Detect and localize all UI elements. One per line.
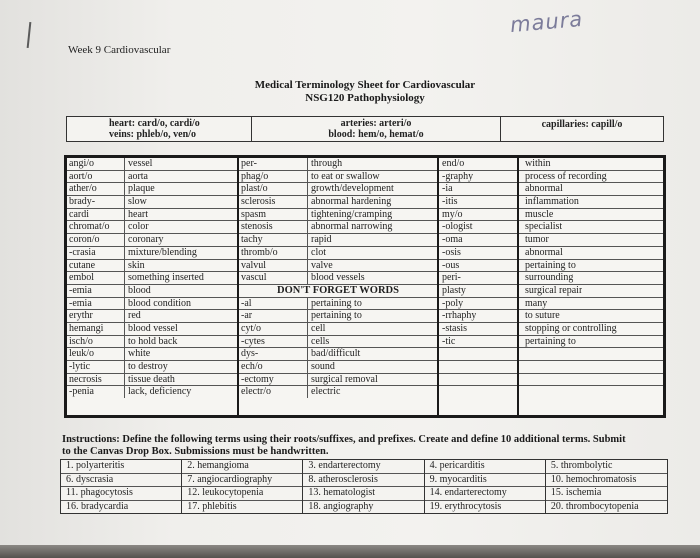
root-row (67, 209, 237, 222)
suffix-meaning: abnormal (525, 183, 563, 195)
assignment-term: 13. hematologist (303, 487, 423, 501)
root-row (67, 336, 237, 349)
suffix-row (439, 209, 517, 222)
prefix-term: vascul (239, 272, 308, 284)
document-title (220, 79, 510, 105)
suffix-definition-row (519, 272, 663, 285)
assignment-term: 14. endarterectomy (425, 487, 545, 501)
suffix-row (439, 260, 517, 273)
root-meaning: red (128, 310, 141, 322)
root-meaning: to hold back (128, 335, 178, 347)
suffix-term: -oma (442, 234, 463, 246)
root-meaning: heart (128, 208, 148, 220)
suffix-row (439, 183, 517, 196)
suffix-row (439, 310, 517, 323)
suffix-term: -poly (442, 297, 464, 309)
table-surface (0, 545, 700, 558)
assignment-term: 11. phagocytosis (61, 487, 181, 501)
root-term: leuk/o (67, 348, 125, 360)
suffix-meaning (519, 361, 525, 373)
header-capillaries (501, 117, 663, 141)
header-capillaries-text: capillaries: capill/o (541, 119, 623, 130)
suffix-meaning: to suture (525, 310, 560, 322)
prefix-term: dys- (239, 348, 308, 360)
prefix-term: phag/o (239, 171, 308, 183)
root-term: -crasia (67, 247, 125, 259)
root-term: -lytic (67, 361, 125, 373)
prefix-meaning: rapid (311, 234, 332, 246)
root-term: erythr (67, 310, 125, 322)
prefix-term: -cytes (239, 336, 308, 348)
root-meaning: blood condition (128, 297, 192, 309)
suffix-definition-row (519, 183, 663, 196)
suffix-meaning: pertaining to (525, 259, 576, 271)
suffix-meaning (519, 386, 525, 398)
root-meaning: mixture/blending (128, 246, 197, 258)
suffix-definition-row (519, 323, 663, 336)
prefix-row (239, 247, 437, 260)
prefix-meaning: abnormal hardening (311, 196, 392, 208)
prefix-term: ech/o (239, 361, 308, 373)
suffix-meaning: process of recording (525, 170, 607, 182)
suffixes-column (439, 158, 519, 415)
prefix-meaning: abnormal narrowing (311, 221, 393, 233)
assignment-term: 18. angiography (308, 500, 374, 512)
root-term: -emia (67, 285, 125, 297)
root-term: hemangi (67, 323, 125, 335)
handwritten-name: maura (509, 6, 585, 38)
suffix-meaning: tumor (525, 234, 549, 246)
root-term: -emia (67, 298, 125, 310)
header-arteries: arteries: arteri/o (340, 118, 412, 129)
prefix-term: sclerosis (239, 196, 308, 208)
root-row (67, 221, 237, 234)
suffix-definition-row (519, 310, 663, 323)
root-row (67, 196, 237, 209)
prefix-row (239, 386, 437, 398)
terms-column (546, 460, 667, 513)
root-meaning: coronary (128, 234, 164, 246)
prefix-meaning: cells (311, 335, 330, 347)
suffix-term: end/o (442, 158, 465, 169)
terms-column (61, 460, 182, 513)
root-row (67, 386, 237, 398)
prefix-term: spasm (239, 209, 308, 221)
prefix-row (239, 158, 437, 171)
root-term: isch/o (67, 336, 125, 348)
root-row (67, 158, 237, 171)
root-row (67, 310, 237, 323)
root-meaning: blood (128, 284, 151, 296)
root-term: brady- (67, 196, 125, 208)
suffix-row (439, 374, 517, 387)
assignment-term: 15. ischemia (546, 487, 667, 501)
suffix-row (439, 285, 517, 298)
root-term: ather/o (67, 183, 125, 195)
suffix-row (439, 196, 517, 209)
root-term: aort/o (67, 171, 125, 183)
assignment-term: 3. endarterectomy (303, 460, 423, 474)
prefix-meaning: to eat or swallow (311, 170, 380, 182)
suffix-term (439, 348, 442, 360)
root-row (67, 260, 237, 273)
assignment-term: 1. polyarteritis (61, 460, 181, 474)
prefix-row (239, 234, 437, 247)
suffix-term: my/o (442, 208, 463, 220)
suffix-meaning: surgical repair (525, 284, 583, 296)
prefix-term: -ar (239, 310, 308, 322)
dont-forget-row (239, 285, 437, 298)
root-meaning: blood vessel (128, 322, 178, 334)
suffix-meaning: within (525, 158, 551, 169)
prefix-meaning: sound (311, 361, 335, 372)
assignment-term: 16. bradycardia (66, 500, 129, 512)
suffix-term (439, 361, 442, 373)
assignment-term: 19. erythrocytosis (429, 500, 502, 512)
prefix-term: cyt/o (239, 323, 308, 335)
suffix-meaning: specialist (525, 221, 563, 233)
terms-column (182, 460, 303, 513)
week-title: Week 9 Cardiovascular (68, 44, 171, 56)
root-row (67, 348, 237, 361)
root-row (67, 323, 237, 336)
suffix-definition-row (519, 285, 663, 298)
root-term: coron/o (67, 234, 125, 246)
suffix-row (439, 336, 517, 349)
root-meaning: white (128, 348, 151, 360)
prefix-meaning: valve (311, 259, 333, 271)
prefix-row (239, 310, 437, 323)
suffix-row (439, 272, 517, 285)
suffix-term: -tic (442, 335, 456, 347)
prefix-row (239, 361, 437, 374)
suffix-definition-row (519, 336, 663, 349)
suffix-term: -ous (442, 259, 460, 271)
instructions-line2: to the Canvas Drop Box. Submissions must be handwritten. (62, 446, 329, 457)
root-meaning: tissue death (128, 373, 175, 385)
root-row (67, 374, 237, 387)
instructions-line1: Instructions: Define the following terms using their roots/suffixes, and prefixes. Create and define 10 additional terms. Submit (62, 434, 626, 445)
assignment-term: 5. thrombolytic (546, 460, 667, 474)
document-title-line1: Medical Terminology Sheet for Cardiovascular (254, 79, 476, 91)
suffix-row (439, 298, 517, 311)
root-term: chromat/o (67, 221, 125, 233)
suffix-term: -itis (442, 196, 458, 208)
prefix-row (239, 272, 437, 285)
root-row (67, 285, 237, 298)
root-meaning: plaque (128, 183, 155, 195)
prefix-row (239, 336, 437, 349)
root-meaning: to destroy (128, 361, 168, 372)
suffix-term: -stasis (442, 322, 467, 334)
root-term: cutane (67, 260, 125, 272)
dont-forget-label: DON'T FORGET WORDS (277, 284, 399, 296)
suffix-definition-row (519, 171, 663, 184)
suffix-term: peri- (442, 272, 461, 284)
suffix-definition-row (519, 361, 663, 374)
root-term: cardi (67, 209, 125, 221)
instructions (62, 434, 672, 458)
suffix-meaning: many (525, 297, 548, 309)
suffix-row (439, 247, 517, 260)
root-meaning: something inserted (128, 272, 204, 284)
suffix-definition-row (519, 209, 663, 222)
suffix-term (439, 374, 442, 386)
suffix-definition-row (519, 386, 663, 398)
terminology-table (64, 155, 666, 418)
suffix-meaning (519, 374, 525, 386)
prefix-term: stenosis (239, 221, 308, 233)
prefix-row (239, 221, 437, 234)
terms-column (303, 460, 424, 513)
suffix-meaning: muscle (525, 208, 554, 220)
assignment-term: 6. dyscrasia (61, 474, 181, 488)
prefix-term: tachy (239, 234, 308, 246)
root-row (67, 272, 237, 285)
suffix-row (439, 361, 517, 374)
prefix-term: thromb/o (239, 247, 308, 259)
suffix-term: -rrhaphy (442, 310, 477, 322)
suffix-definition-row (519, 260, 663, 273)
suffix-meaning: pertaining to (525, 335, 576, 347)
suffix-term: -ologist (442, 221, 473, 233)
prefix-row (239, 171, 437, 184)
prefix-row (239, 298, 437, 311)
suffix-meaning: abnormal (525, 246, 563, 258)
prefix-meaning: through (311, 158, 343, 169)
suffix-term: -osis (442, 246, 461, 258)
root-meaning: lack, deficiency (128, 386, 192, 398)
suffix-definition-row (519, 158, 663, 171)
prefix-row (239, 183, 437, 196)
prefix-term: -ectomy (239, 374, 308, 386)
suffix-term: -ia (442, 183, 453, 195)
assignment-term: 17. phlebitis (187, 500, 237, 512)
pen-mark (27, 22, 32, 48)
assignment-term: 9. myocarditis (425, 474, 545, 488)
suffix-term: plasty (442, 284, 466, 296)
suffix-row (439, 171, 517, 184)
assignment-term: 4. pericarditis (425, 460, 545, 474)
document-title-line2: NSG120 Pathophysiology (305, 92, 425, 104)
prefix-term: electr/o (239, 386, 308, 398)
header-row (66, 116, 664, 142)
suffix-definition-row (519, 298, 663, 311)
root-row (67, 298, 237, 311)
suffix-term: -graphy (442, 170, 474, 182)
header-veins: veins: phleb/o, ven/o (109, 129, 196, 140)
suffix-row (439, 158, 517, 171)
header-blood: blood: hem/o, hemat/o (328, 129, 424, 140)
terms-column (425, 460, 546, 513)
root-term: embol (67, 272, 125, 284)
root-meaning: color (128, 221, 149, 233)
header-heart-veins (67, 117, 252, 141)
suffix-definitions-column (519, 158, 663, 415)
suffix-row (439, 348, 517, 361)
suffix-definition-row (519, 196, 663, 209)
roots-column (67, 158, 239, 415)
suffix-definition-row (519, 247, 663, 260)
prefix-meaning: bad/difficult (311, 348, 361, 360)
header-arteries-blood (252, 117, 501, 141)
suffix-definition-row (519, 374, 663, 387)
suffix-meaning (519, 348, 525, 360)
prefix-meaning: surgical removal (311, 373, 378, 385)
prefix-meaning: tightening/cramping (311, 208, 393, 220)
prefix-meaning: clot (311, 246, 326, 258)
assignment-term: 20. thrombocytopenia (550, 500, 639, 512)
suffix-meaning: inflammation (525, 196, 579, 208)
root-meaning: skin (128, 259, 145, 271)
assignment-term: 8. atherosclerosis (303, 474, 423, 488)
root-row (67, 183, 237, 196)
prefix-row (239, 348, 437, 361)
assignment-term: 10. hemochromatosis (546, 474, 667, 488)
root-row (67, 247, 237, 260)
root-meaning: aorta (128, 170, 148, 182)
root-term: -penia (67, 386, 125, 398)
assignment-term: 2. hemangioma (182, 460, 302, 474)
prefix-meaning: blood vessels (311, 272, 365, 284)
prefix-term: plast/o (239, 183, 308, 195)
suffix-meaning: stopping or controlling (525, 322, 617, 334)
prefix-row (239, 196, 437, 209)
assignment-term: 12. leukocytopenia (182, 487, 302, 501)
root-row (67, 171, 237, 184)
prefix-meaning: electric (311, 386, 341, 398)
suffix-row (439, 221, 517, 234)
prefix-term: -al (239, 298, 308, 310)
suffix-meaning: surrounding (525, 272, 574, 284)
prefixes-column (239, 158, 439, 415)
prefix-row (239, 209, 437, 222)
prefix-meaning: pertaining to (311, 310, 362, 322)
prefix-row (239, 260, 437, 273)
prefix-term: per- (239, 158, 308, 170)
prefix-meaning: cell (311, 322, 326, 334)
suffix-term (439, 386, 442, 398)
suffix-definition-row (519, 234, 663, 247)
root-meaning: slow (128, 196, 147, 208)
suffix-row (439, 323, 517, 336)
root-meaning: vessel (128, 158, 153, 169)
root-row (67, 234, 237, 247)
prefix-meaning: growth/development (311, 183, 394, 195)
assignment-terms-table (60, 459, 668, 514)
root-row (67, 361, 237, 374)
header-heart: heart: card/o, cardi/o (109, 118, 200, 129)
prefix-meaning: pertaining to (311, 297, 362, 309)
suffix-definition-row (519, 221, 663, 234)
prefix-row (239, 323, 437, 336)
suffix-row (439, 386, 517, 398)
prefix-row (239, 374, 437, 387)
root-term: necrosis (67, 374, 125, 386)
assignment-term: 7. angiocardiography (182, 474, 302, 488)
suffix-definition-row (519, 348, 663, 361)
suffix-row (439, 234, 517, 247)
root-term: angi/o (67, 158, 125, 170)
prefix-term: valvul (239, 260, 308, 272)
